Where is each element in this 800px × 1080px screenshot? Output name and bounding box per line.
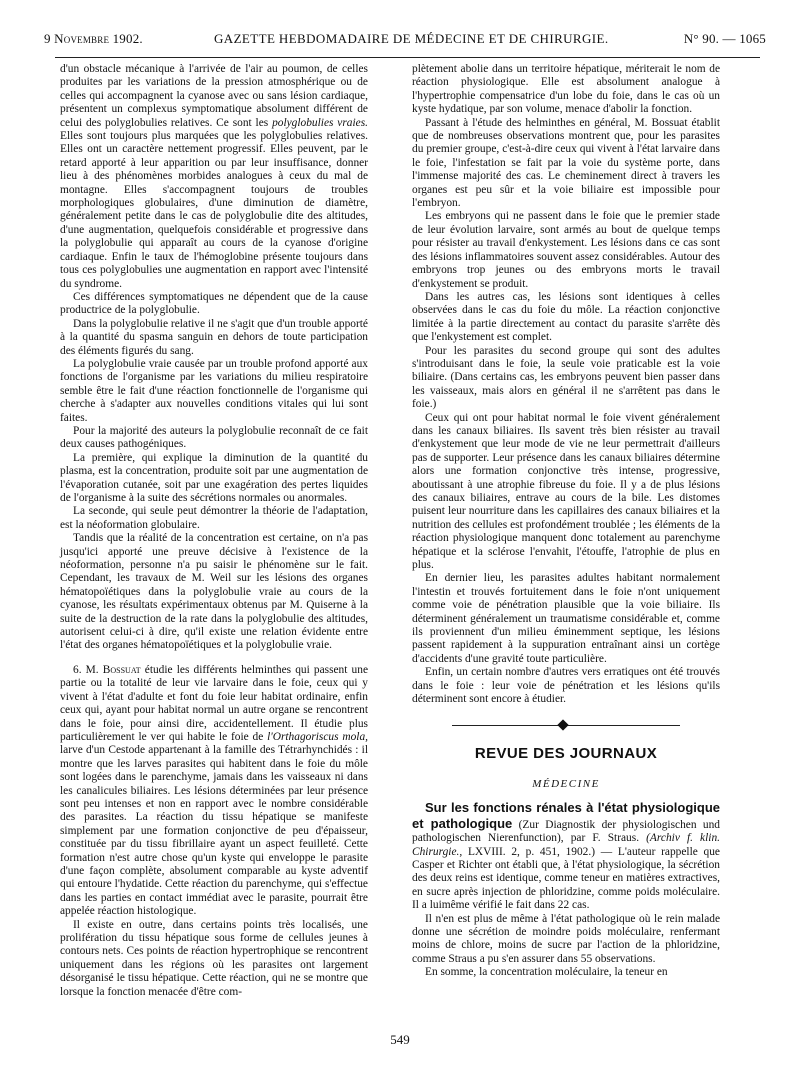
section-heading: REVUE DES JOURNAUX (474, 744, 658, 762)
paragraph: Il existe en outre, dans certains points très localisés, une prolifération du tissu hépatique sous forme de cellules jeunes à contours nets. Ces points de réaction hypertrophique se rencontrent uniquement dans les régions où les parasites ont largement désorganisé le tissu hépatique. Cette réaction, qui ne se montre que lorsque la fonction menacée d'être com- (60, 918, 368, 998)
issue-number: N° 90. — 1065 (683, 31, 766, 46)
paragraph: La seconde, qui seule peut démontrer la théorie de l'adaptation, est la néoformation globulaire. (60, 505, 368, 531)
article-paragraph: Sur les fonctions rénales à l'état physiologique et pathologique (Zur Diagnostik der physiologischen und pathologischen Nierenfunction), par F. Straus. (Archiv f. klin. Chirurgie., LXVIII. 2, p. 451, 1902.) — L'auteur rappelle que Casper et Richter ont établi que, à l'état physiologique, la sécrétion des deux reins est identique, comme teneur en matières extractives, en sucre après injection de phloridzine, comme poids moléculaire. Il a luimême vérifié le fait dans 22 cas. (412, 800, 720, 912)
paragraph: Pour les parasites du second groupe qui sont des adultes s'introduisant dans le foie, la seule voie praticable est la voie biliaire. (Dans certains cas, les embryons peuvent bien passer dans les vaisseaux, mais alors en général il ne s'arrêtent pas dans le foie.) (412, 344, 720, 411)
subsection-heading: MÉDECINE (532, 777, 600, 790)
paragraph: Passant à l'étude des helminthes en général, M. Bossuat établit que de nombreuses observations montrent que, pour les parasites du premier groupe, c'est-à-dire ceux qui vivent à l'état larvaire dans le foie, l'infestation se fait par la voie du système porte, dans l'immense majorité des cas. Le cheminement direct à travers les organes est peu sûr et la voie biliaire est impossible pour l'embryon. (412, 116, 720, 210)
left-column (60, 63, 368, 999)
diamond-icon (557, 719, 568, 730)
right-column (412, 63, 720, 980)
paragraph: 6. M. Bossuat étudie les différents helminthes qui passent une partie ou la totalité de leur vie larvaire dans le foie, ceux qui y vivent à l'état d'adulte et font du foie leur habitat ordinaire, enfin ceux qui, ayant pour habitat normal un autre organe se rencontrent dans le foie, pour ainsi dire, accidentellement. Il étudie plus particulièrement le ver qui habite le foie de l'Orthagoriscus mola, larve d'un Cestode appartenant à la famille des Tétrarhynchidés : il montre que les larves parasites qui habitent dans le foie du môle sont logées dans le parenchyme, jamais dans les vaisseaux ni dans les canalicules biliaires. Les lésions déterminées par leur présence sont peu intenses et non en rapport avec le nombre considérable des parasites. La réaction du tissu hépatique se manifeste simplement par une formation conjonctive de peu d'épaisseur, constituée par du tissu fibrillaire ayant un aspect feuilleté. Cette formation n'est autre chose qu'un kyste qui enveloppe le parasite d'une façon complète, absolument comparable au kyste adventif qui entoure l'hydatide. Cette réaction du parenchyme, qui s'effectue dans les parties en contact immédiat avec le parasite, pourrait être appelée réaction histologique. (60, 663, 369, 918)
paragraph: La première, qui explique la diminution de la quantité du plasma, est la concentration, produite soit par une augmentation de l'évaporation cutanée, soit par une exagération des pertes liquides de l'organisme à la suite des sécrétions normales ou anormales. (60, 451, 368, 504)
paragraph: Dans les autres cas, les lésions sont identiques à celles observées dans le cas du foie du môle. La réaction conjonctive limitée à la partie directement au contact du parasite s'arrête dès que l'enkystement est complet. (412, 290, 720, 344)
author-lead: 6. M. Bossuat (73, 663, 141, 676)
paragraph: plètement abolie dans un territoire hépatique, mériterait le nom de réaction physiologique. Elle est absolument analogue à l'hypertrophie compensatrice d'un lobe du foie, dans le cas où un kyste hydatique, par son volume, menace d'abolir la fonction. (412, 63, 720, 116)
paragraph: Pour la majorité des auteurs la polyglobulie reconnaît de ce fait deux causes pathogéniques. (60, 424, 368, 451)
paragraph: Les embryons qui ne passent dans le foie que le premier stade de leur évolution larvaire, sont armés au bout de quelque temps pour résister au travail d'enkystement. Les lésions dans ce cas sont des lésions inflammatoires souvent assez considérables. Autour des embryons trop jeunes ou des embryons morts le travail d'enkystement se produit. (412, 210, 720, 290)
paragraph: Il n'en est plus de même à l'état pathologique où le rein malade donne une sécrétion de moindre poids moléculaire, renfermant moins de chlore, moins de sucre par l'action de la phloridzine, comme Straus a pu s'en assurer dans 55 observations. (412, 912, 720, 965)
header-rule (55, 57, 760, 58)
page-header (44, 31, 766, 53)
paragraph: En somme, la concentration moléculaire, la teneur en (425, 966, 668, 979)
journal-title: GAZETTE HEBDOMADAIRE DE MÉDECINE ET DE CHIRURGIE. (214, 31, 609, 46)
paragraph: d'un obstacle mécanique à l'arrivée de l'air au poumon, de celles produites par les variations de la pression atmosphérique ou de celles qui accompagnent la cyanose avec ou sans lésion cardiaque, présentent un complexus symptomatique absolument différent de celui des polyglobulies relatives. Ce sont les polyglobulies vraies. Elles sont toujours plus marquées que les polyglobulies relatives. Elles ont un caractère nettement progressif. Elles peuvent, par le retard apporté à leur apparition ou par leur insuffisance, donner lieu à des phénomènes morbides analogues à ceux du mal de montagne. Elles s'accompagnent toujours de troubles morphologiques globulaires, d'une diminution de diamètre, généralement petite dans le cas de polyglobulie dite des altitudes, d'une augmentation, quelquefois considérable et progressive dans la polyglobulie qui apparaît au cours de la cyanose d'origine cardiaque. Enfin le taux de l'hémoglobine présente toujours dans tous ces polyglobulies une augmentation en rapport avec l'intensité du syndrome. (60, 63, 368, 290)
ornamental-divider (412, 717, 720, 735)
paragraph: Ceux qui ont pour habitat normal le foie vivent généralement dans les canaux biliaires. Ils savent très bien résister au travail d'enkystement que leur mode de vie ne leur permettrait d'ailleurs pas de supporter. Leur présence dans les canaux biliaires détermine alors une formation conjonctive très intense, progressive, aboutissant à une atrophie fibreuse du foie. Il y a de plus lésions des canaux biliaires, entrave au cours de la bile. Les distomes puisent leur nourriture dans les capillaires des canaux biliaires et la nutrition des cellules est profondément troublée ; les éléments de la réaction physiologique manquent donc totalement au parenchyme hépatique et la sclérose l'envahit, l'étouffe, l'atrophie de plus en plus. (412, 411, 720, 572)
article-title: Sur les fonctions rénales à l'état physiologique et pathologique (412, 800, 720, 831)
issue-date: 9 Novembre 1902. (44, 31, 143, 46)
paragraph: Ces différences symptomatiques ne dépendent que de la cause productrice de la polyglobulie. (60, 290, 368, 317)
paragraph: Dans la polyglobulie relative il ne s'agit que d'un trouble apporté à la quantité du spasma sanguin en dehors de toute participation des éléments figurés du sang. (60, 317, 368, 357)
paragraph: La polyglobulie vraie causée par un trouble profond apporté aux fonctions de l'organisme par les variations du milieu respiratoire semble être le fait d'une réaction fonctionnelle de l'organisme qui cherche à s'adapter aux nouvelles conditions vitales qui lui sont faites. (60, 357, 368, 424)
page-number: 549 (390, 1032, 410, 1047)
paragraph: Enfin, un certain nombre d'autres vers erratiques ont été trouvés dans le foie : leur voie de pénétration et les lésions qu'ils déterminent sont encore à étudier. (412, 666, 720, 706)
paragraph: Tandis que la réalité de la concentration est certaine, on n'a pas jusqu'ici apporté une preuve décisive à l'existence de la néoformation, personne n'a pu saisir le phénomène sur le fait. Cependant, les travaux de M. Weil sur les lésions des organes hématopoïétiques dans la polyglobulie vraie au cours de la cyanose, les résultats expérimentaux obtenus par M. Quiserne à la suite de la destruction de la rate dans la polyglobulie des altitudes, autorisent celui-ci à dire, qu'il existe une relation évidente entre l'état des organes hématopoïétiques et la polyglobulie vraie. (60, 532, 368, 652)
paragraph: En dernier lieu, les parasites adultes habitant normalement l'intestin et trouvés fortuitement dans le foie n'ont uniquement comme voie de pénétration plausible que la voie biliaire. Ils déterminent généralement un traumatisme considérable et, comme ils proviennent d'un milieu éminemment septique, les lésions passent rapidement à la suppuration entraînant ainsi un cortège d'accidents d'une gravité toute particulière. (412, 572, 720, 665)
